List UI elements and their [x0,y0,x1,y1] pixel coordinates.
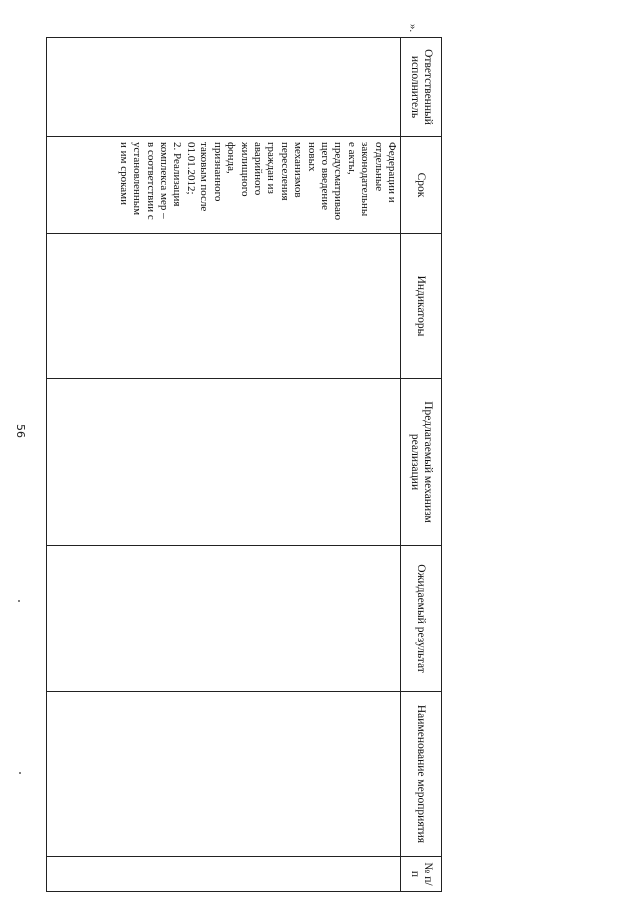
header-period: Срок [401,137,442,234]
cell-result [47,546,401,692]
table-row [47,38,401,892]
cell-event [47,692,401,857]
page-number: 56 [14,424,27,438]
header-event: Наименование мероприятия [401,692,442,857]
header-result: Ожидаемый результат [401,546,442,692]
header-row [401,38,442,892]
closing-quote: ». [407,23,419,33]
cell-num [47,857,401,892]
header-num: № п/п [401,857,442,892]
plan-table-rotated [46,37,442,891]
header-indicators: Индикаторы [401,234,442,379]
cell-mechanism [47,379,401,546]
cell-executor [47,38,401,137]
cell-period [47,137,401,234]
header-executor: Ответственный исполнитель [401,38,442,137]
cell-indicators [47,234,401,379]
plan-table-container [46,37,442,891]
plan-table [46,37,442,892]
scan-speck [18,600,20,602]
scan-speck [19,772,21,774]
header-mechanism: Предлагаемый механизм реализации [401,379,442,546]
period-text: Федерации и отдельные законодательны е акты, предусматриваю щего введение новых механизмов переселения граждан из аварийного жилищного фонда, признанного таковым после 01.01.2012; 2. Реализация комплекса мер – в соответствии с установленным и им сроками [117,142,398,221]
